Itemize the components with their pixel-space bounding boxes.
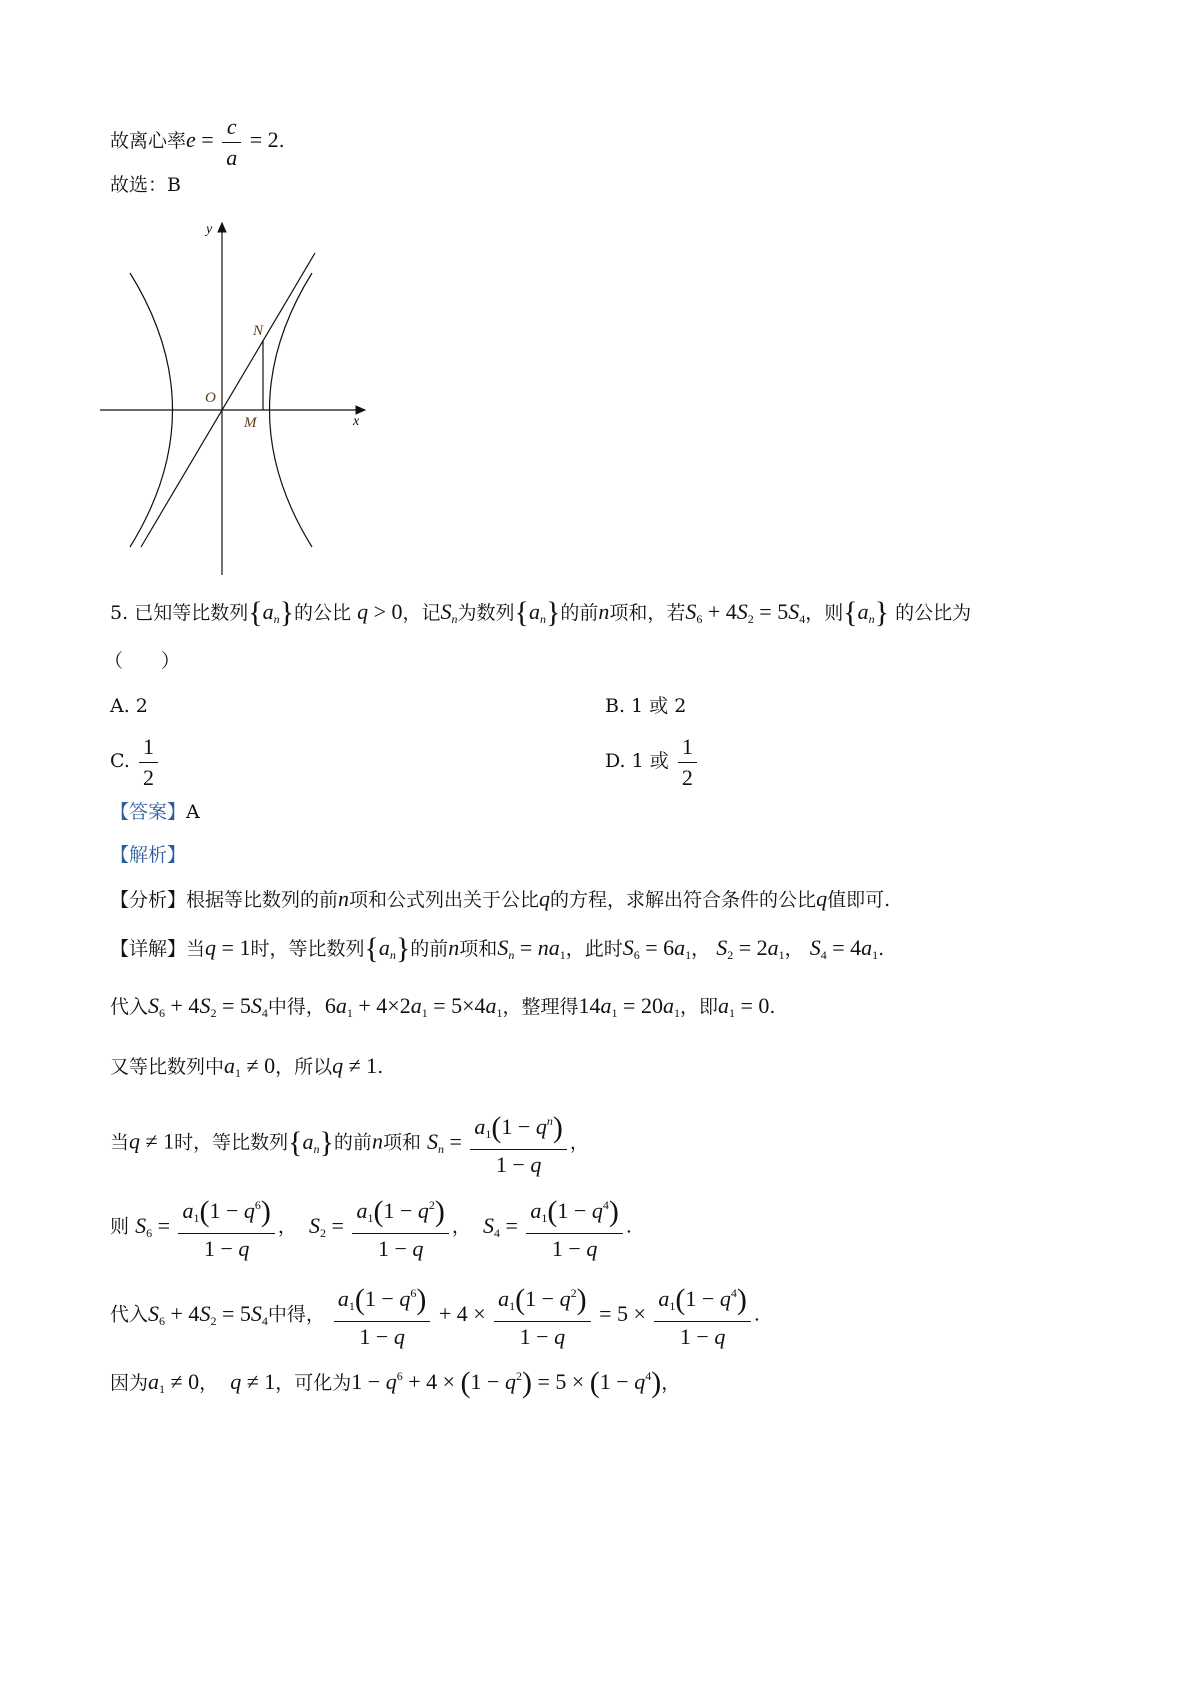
- option-d: D. 1 或 $\frac{1}{2}$: [605, 732, 700, 792]
- fraction-sub-s4: $\frac{a_1(1 - q^4)}{1 - q}$: [654, 1280, 750, 1351]
- prev-choice: 故选：B: [110, 174, 181, 196]
- fraction-sub-s2: $\frac{a_1(1 - q^2)}{1 - q}$: [494, 1280, 590, 1351]
- fraction-c-over-a: $\frac{c}{a}$: [222, 112, 241, 172]
- fraction-sub-s6: $\frac{a_1(1 - q^6)}{1 - q}$: [334, 1280, 430, 1351]
- fraction-s6: $\frac{a_1(1 - q^6)}{1 - q}$: [178, 1192, 274, 1263]
- fraction-s2: $\frac{a_1(1 - q^2)}{1 - q}$: [352, 1192, 448, 1263]
- option-c: C. $\frac{1}{2}$: [110, 732, 161, 792]
- sum-formula-line: 当q ≠ 1时，等比数列$\{a_n\}$的前n项和 $S_n$ = $\frac{a_1(1 - q^n)}{1 - q}$ ，: [110, 1108, 589, 1179]
- eccentricity-line: 故离心率e = $\frac{c}{a}$ = 2.: [110, 112, 285, 172]
- label-y: y: [206, 222, 213, 237]
- partial-sums-line: 则 $S_6$ = $\frac{a_1(1 - q^6)}{1 - q}$ ， $S_2$ = $\frac{a_1(1 - q^2)}{1 - q}$ ， $S_4$ = $\frac{a_1(1 - q^4)}{1 - q}$ .: [110, 1192, 632, 1263]
- question-paren: （ ）: [104, 650, 181, 672]
- fraction-sn: $\frac{a_1(1 - q^n)}{1 - q}$: [470, 1108, 566, 1179]
- fraction-one-half-d: $\frac{1}{2}$: [678, 732, 697, 792]
- substitute-line-2: 代入$S_6 + 4S_2 = 5S_4$中得， $\frac{a_1(1 - q^6)}{1 - q}$ + 4 × $\frac{a_1(1 - q^2)}{1 - q}$ = 5 × $\frac{a_1(1 - q^4)}{1 - q}$ .: [110, 1280, 760, 1351]
- fraction-one-half: $\frac{1}{2}$: [139, 732, 158, 792]
- label-o: O: [205, 390, 216, 406]
- hyperbola-figure: [95, 215, 385, 585]
- label-n: N: [253, 323, 264, 339]
- option-b: B. 1 或 2: [605, 695, 687, 717]
- fraction-s4: $\frac{a_1(1 - q^4)}{1 - q}$: [526, 1192, 622, 1263]
- answer-line: 【答案】A: [110, 801, 200, 823]
- option-a: A. 2: [110, 695, 148, 717]
- label-x: x: [353, 414, 360, 429]
- detail-line-1: 【详解】当q = 1时，等比数列$\{a_n\}$的前n项和$S_n = na_1$，此时$S_6 = 6a_1$， $S_2 = 2a_1$， $S_4 = 4a_1$.: [110, 932, 885, 965]
- substitute-line-1: 代入$S_6 + 4S_2 = 5S_4$中得，$6a_1 + 4\times 2a_1 = 5\times 4a_1$，整理得$14a_1 = 20a_1$，即$a_1 = 0$.: [110, 993, 776, 1020]
- analysis-label: 【解析】: [110, 844, 187, 866]
- label-m: M: [244, 415, 257, 431]
- simplify-line: 因为$a_1 \ne 0$， q ≠ 1，可化为$1 - q^6 + 4 \times (1 - q^2) = 5 \times (1 - q^4)$，: [110, 1366, 681, 1399]
- fenxi-line: 【分析】根据等比数列的前n项和公式列出关于公比q的方程，求解出符合条件的公比q值即可.: [110, 886, 891, 911]
- nonzero-line: 又等比数列中$a_1 \ne 0$，所以q ≠ 1.: [110, 1053, 384, 1080]
- question-stem: 5. 已知等比数列$\{a_n\}$的公比 q > 0，记$S_n$为数列$\{a_n\}$的前n项和，若$S_6 + 4S_2 = 5S_4$，则$\{a_n\}$ 的公比为: [110, 596, 972, 629]
